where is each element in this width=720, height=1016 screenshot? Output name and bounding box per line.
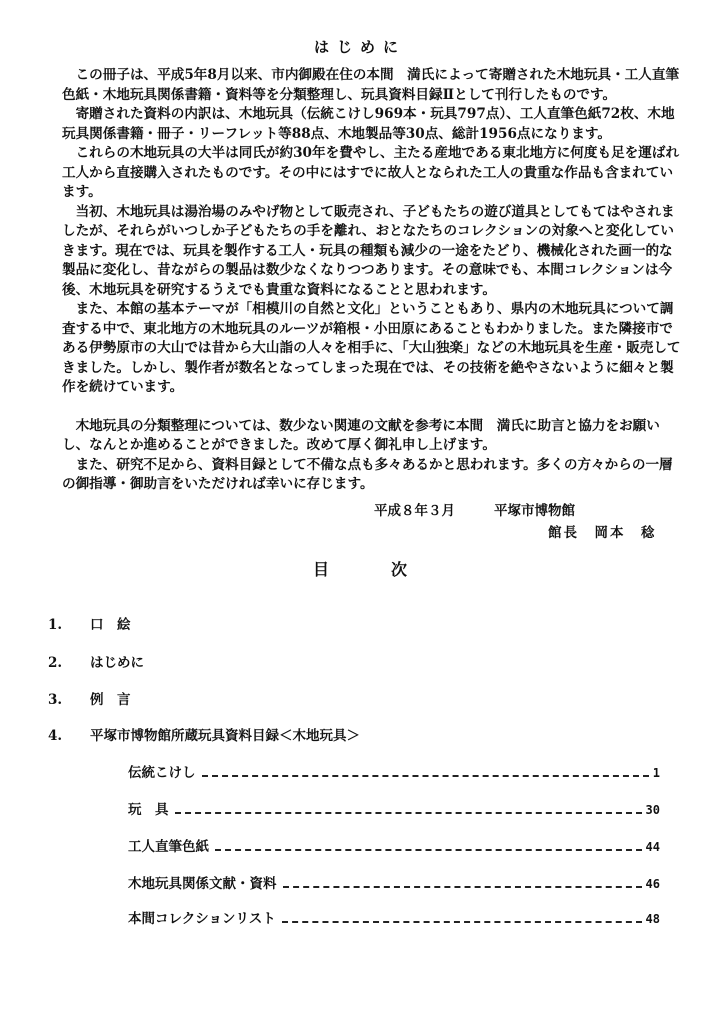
toc-item bbox=[48, 613, 131, 633]
paragraph-6: 木地玩具の分類整理については、数少ない関連の文献を参考に本間 満氏に助言と協力をお願いし、なんとか進めることができました。改めて厚く御礼申し上げます。 bbox=[62, 417, 660, 453]
toc-subitem-page: 44 bbox=[645, 840, 660, 854]
paragraph-7: また、研究不足から、資料目録として不備な点も多々あるかと思われます。多くの方々からの一層の御指導・御助言をいただければ幸いに存じます。 bbox=[62, 456, 673, 492]
paragraph-2: 寄贈された資料の内訳は、木地玩具（伝統こけし969本・玩具797点）、工人直筆色紙72枚、木地玩具関係書籍・冊子・リーフレット等88点、木地製品等30点、総計1956点になります。 bbox=[62, 106, 675, 142]
toc-subitem bbox=[128, 872, 660, 892]
paragraph-5: また、本館の基本テーマが「相模川の自然と文化」ということもあり、県内の木地玩具について調査する中で、東北地方の木地玩具のルーツが箱根・小田原にあることもわかりました。また隣接市である伊勢原市の大山では昔から大山詣の人々を相手に、「大山独楽」などの木地玩具を生産・販売してきました。しかし、製作者が数名となってしまった現在では、その技術を絶やさないように細々と製作を続けています。 bbox=[62, 301, 681, 395]
toc-subitem bbox=[128, 835, 660, 855]
toc-title bbox=[0, 557, 720, 580]
toc-subitem-label: 本間コレクションリスト bbox=[128, 911, 276, 927]
signature-director: 館長 岡本 稔 bbox=[548, 525, 657, 541]
signature-museum: 平塚市博物館 bbox=[494, 503, 575, 519]
page-title: はじめに bbox=[313, 38, 406, 56]
toc-item-number: 1. bbox=[48, 617, 63, 633]
toc-item-label: 平塚市博物館所蔵玩具資料目録＜木地玩具＞ bbox=[90, 728, 360, 744]
paragraph-3: これらの木地玩具の大半は同氏が約30年を費やし、主たる産地である東北地方に何度も足を運ばれ工人から直接購入されたものです。その中にはすでに故人となられた工人の貴重な作品も含まれています。 bbox=[62, 145, 680, 200]
toc-item-number: 4. bbox=[48, 728, 63, 744]
dot-leader bbox=[175, 812, 642, 814]
dot-leader bbox=[282, 921, 642, 923]
toc-subitem-page: 1 bbox=[652, 766, 660, 780]
dot-leader bbox=[215, 849, 642, 851]
toc-subitem-label: 工人直筆色紙 bbox=[128, 839, 209, 855]
toc-subitem bbox=[128, 798, 660, 818]
toc-item-number: 3. bbox=[48, 692, 63, 708]
toc-subitem-page: 30 bbox=[645, 803, 660, 817]
toc-subitem-page: 48 bbox=[645, 912, 660, 926]
preface-body bbox=[62, 66, 682, 495]
toc-subitem-page: 46 bbox=[645, 877, 660, 891]
toc-subitem-label: 木地玩具関係文献・資料 bbox=[128, 876, 277, 892]
toc-subitem bbox=[128, 761, 660, 781]
dot-leader bbox=[202, 775, 649, 777]
paragraph-4: 当初、木地玩具は湯治場のみやげ物として販売され、子どもたちの遊び道具としてもてはやされましたが、それらがいつしか子どもたちの手を離れ、おとなたちのコレクションの対象へと変化していきます。現在では、玩具を製作する工人・玩具の種類も減少の一途をたどり、機械化された画一的な製品に変化し、昔ながらの製品は数少なくなりつつあります。その意味でも、本間コレクションは今後、木地玩具を研究するうえでも貴重な資料になることと思われます。 bbox=[62, 203, 675, 298]
toc-subitem-label: 伝統こけし bbox=[128, 765, 196, 781]
toc-item-number: 2. bbox=[48, 655, 63, 671]
toc-subitem bbox=[128, 907, 660, 927]
signature-date: 平成８年３月 bbox=[374, 503, 455, 519]
toc-title-char-1: 目 bbox=[312, 560, 329, 579]
toc-subitem-label: 玩 具 bbox=[128, 802, 169, 818]
paragraph-1: この冊子は、平成5年8月以来、市内御殿在住の本間 満氏によって寄贈された木地玩具・工人直筆色紙・木地玩具関係書籍・資料等を分類整理し、玩具資料目録Ⅱとして刊行したものです。 bbox=[62, 67, 680, 103]
toc-item-label: はじめに bbox=[90, 655, 144, 671]
toc-item-label: 例 言 bbox=[90, 692, 131, 708]
toc-item bbox=[48, 651, 144, 671]
toc-title-char-2: 次 bbox=[391, 560, 408, 579]
dot-leader bbox=[283, 886, 642, 888]
toc-item-label: 口 絵 bbox=[90, 617, 131, 633]
toc-item bbox=[48, 688, 131, 708]
toc-item bbox=[48, 724, 360, 744]
